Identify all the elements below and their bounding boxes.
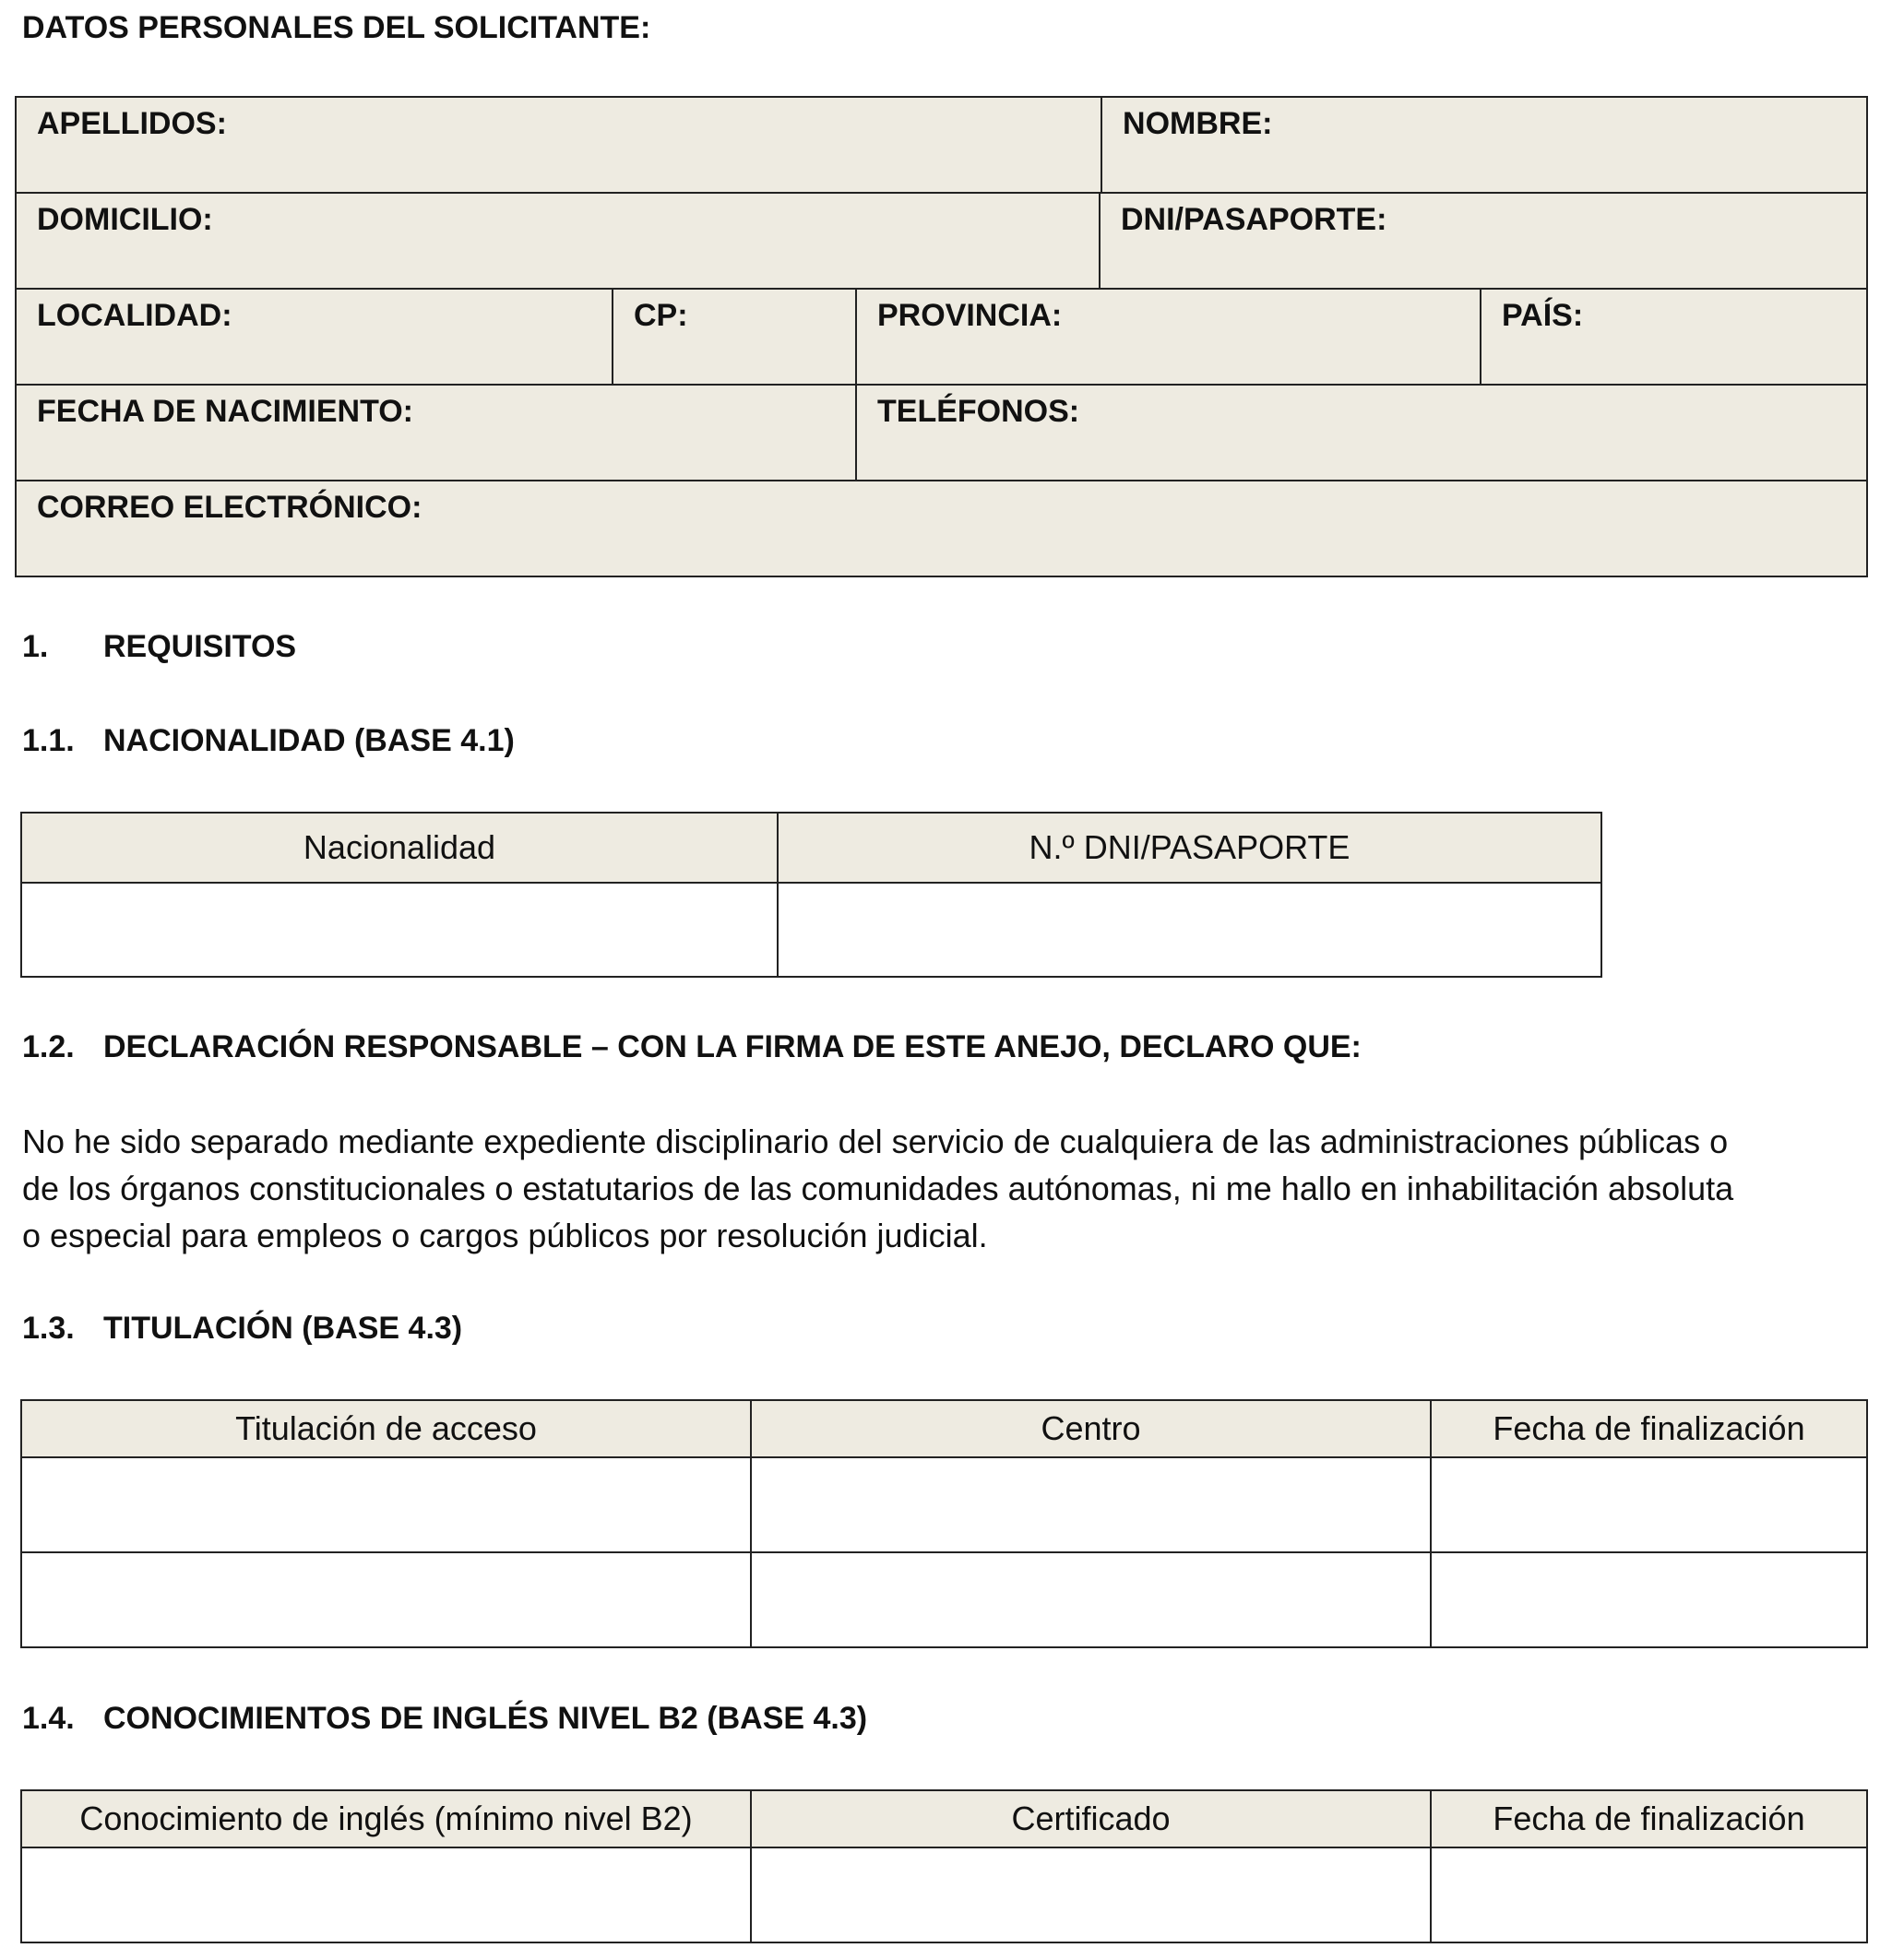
declaracion-line: No he sido separado mediante expediente disciplinario del servicio de cualquiera de las administraciones públicas o: [22, 1123, 1729, 1160]
titulacion-input-cell[interactable]: [21, 1457, 751, 1552]
nacionalidad-table: [20, 812, 1602, 978]
conocimiento-ingles-header: Conocimiento de inglés (mínimo nivel B2): [21, 1790, 751, 1847]
fecha-finalizacion-header: Fecha de finalización: [1431, 1400, 1867, 1457]
titulacion-input-cell[interactable]: [21, 1552, 751, 1647]
fecha-input-cell[interactable]: [1431, 1457, 1867, 1552]
requisitos-title: REQUISITOS: [103, 629, 297, 664]
ingles-number: 1.4.: [22, 1701, 75, 1736]
declaracion-line: o especial para empleos o cargos públicos por resolución judicial.: [22, 1217, 988, 1254]
dni-pasaporte-input-cell[interactable]: [778, 883, 1601, 977]
requisitos-heading: [22, 628, 296, 665]
nacionalidad-input-cell[interactable]: [21, 883, 778, 977]
declaracion-heading: [22, 1028, 1362, 1065]
dni-pasaporte-header: N.º DNI/PASAPORTE: [778, 813, 1601, 883]
nacionalidad-heading: [22, 722, 515, 759]
fecha-finalizacion-header: Fecha de finalización: [1431, 1790, 1867, 1847]
centro-input-cell[interactable]: [751, 1457, 1431, 1552]
centro-input-cell[interactable]: [751, 1552, 1431, 1647]
nombre-field[interactable]: NOMBRE:: [1101, 97, 1867, 193]
nacionalidad-title: NACIONALIDAD (BASE 4.1): [103, 723, 515, 758]
requisitos-number: 1.: [22, 629, 49, 664]
dni-pasaporte-field[interactable]: DNI/PASAPORTE:: [1100, 193, 1867, 289]
declaracion-line: de los órganos constitucionales o estatutarios de las comunidades autónomas, ni me hallo en inhabilitación absoluta: [22, 1170, 1734, 1207]
titulacion-heading: [22, 1310, 462, 1347]
titulacion-number: 1.3.: [22, 1311, 75, 1346]
nacionalidad-number: 1.1.: [22, 723, 75, 758]
certificado-header: Certificado: [751, 1790, 1431, 1847]
ingles-input-cell[interactable]: [21, 1847, 751, 1942]
section-title: DATOS PERSONALES DEL SOLICITANTE:: [22, 10, 651, 45]
declaracion-title: DECLARACIÓN RESPONSABLE – CON LA FIRMA DE ESTE ANEJO, DECLARO QUE:: [103, 1029, 1362, 1064]
ingles-heading: [22, 1700, 867, 1737]
fecha-nacimiento-field[interactable]: FECHA DE NACIMIENTO:: [16, 385, 856, 481]
provincia-field[interactable]: PROVINCIA:: [856, 289, 1481, 385]
centro-header: Centro: [751, 1400, 1431, 1457]
titulacion-table: [20, 1399, 1868, 1648]
pais-field[interactable]: PAÍS:: [1481, 289, 1867, 385]
ingles-title: CONOCIMIENTOS DE INGLÉS NIVEL B2 (BASE 4.3): [103, 1701, 868, 1736]
telefonos-field[interactable]: TELÉFONOS:: [856, 385, 1867, 481]
cp-field[interactable]: CP:: [613, 289, 856, 385]
titulacion-acceso-header: Titulación de acceso: [21, 1400, 751, 1457]
fecha-input-cell[interactable]: [1431, 1552, 1867, 1647]
titulacion-title: TITULACIÓN (BASE 4.3): [103, 1311, 463, 1346]
fecha-input-cell[interactable]: [1431, 1847, 1867, 1942]
domicilio-field[interactable]: DOMICILIO:: [16, 193, 1100, 289]
correo-field[interactable]: CORREO ELECTRÓNICO:: [16, 481, 1867, 576]
localidad-field[interactable]: LOCALIDAD:: [16, 289, 613, 385]
certificado-input-cell[interactable]: [751, 1847, 1431, 1942]
apellidos-field[interactable]: APELLIDOS:: [16, 97, 1101, 193]
declaracion-paragraph: [22, 1118, 1876, 1259]
declaracion-number: 1.2.: [22, 1029, 75, 1064]
nacionalidad-header: Nacionalidad: [21, 813, 778, 883]
personal-data-table: [15, 96, 1868, 577]
ingles-table: [20, 1789, 1868, 1943]
